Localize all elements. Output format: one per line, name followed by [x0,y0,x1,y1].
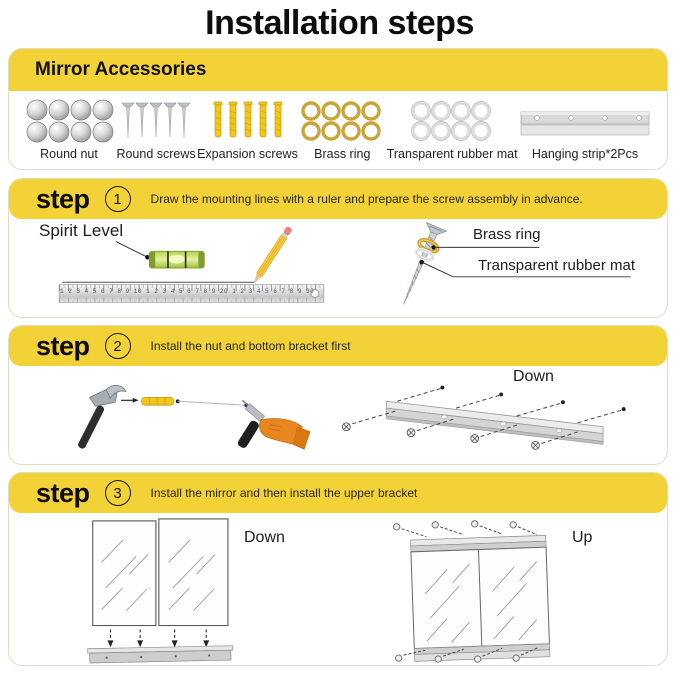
page-title: Installation steps [205,4,474,42]
step3-illustration [9,513,667,665]
accessory-hanging-strip [519,98,651,161]
step3-number-badge: 3 [105,480,131,506]
ruler-scale-numbers: 1 2 3 4 5 6 7 8 9 10 1 2 3 4 5 6 7 8 9 20 1 2 3 4 5 6 7 8 9 30 [60,288,315,295]
step2-description: Install the nut and bottom bracket first [150,339,351,353]
accessory-expansion-screws [197,98,298,161]
pencil-graphic [251,226,292,285]
down-annotation: Down [244,529,285,546]
spirit-level-callout-line [116,242,147,258]
accessory-brass-ring [299,98,385,161]
rubber-mat-icon [409,98,495,144]
accessories-panel [8,48,668,170]
mirror-pair-graphic [93,519,228,626]
drill-graphic [236,400,310,449]
accessory-label: Brass ring [314,147,371,161]
step1-panel [8,178,668,318]
step2-number-badge: 2 [105,333,131,359]
arrow-right-icon [133,398,139,403]
step2-body [9,366,667,464]
hammer-graphic [77,385,126,450]
step3-panel [8,472,668,666]
accessory-rubber-mat [387,98,518,161]
step1-body [9,219,667,317]
step1-label: step [36,183,90,214]
accessory-label: Round nut [40,147,98,161]
step1-description: Draw the mounting lines with a ruler and prepare the screw assembly in advance. [150,192,583,206]
spirit-level-annotation: Spirit Level [39,221,124,240]
upper-screws [394,521,537,537]
step2-label: step [36,330,90,361]
spirit-level-graphic [149,251,204,268]
accessory-label: Round screws [116,147,196,161]
brass-ring-annotation: Brass ring [473,226,541,243]
accessory-label: Transparent rubber mat [386,147,518,161]
step1-number-badge: 1 [105,186,131,212]
accessories-title: Mirror Accessories [35,59,207,80]
brass-ring-icon [299,98,385,144]
step2-panel [8,325,668,465]
up-annotation: Up [572,529,593,546]
accessory-round-nut [23,98,115,161]
accessory-label: Hanging strip*2Pcs [531,147,639,161]
accessory-round-screws [116,98,195,161]
accessory-label: Expansion screws [197,147,298,161]
rubber-mat-annotation: Transparent rubber mat [478,257,636,274]
step2-illustration [9,366,667,464]
accessories-body [9,91,667,169]
loose-strip-graphic [88,646,233,663]
expansion-screws-icon [208,98,286,144]
step3-label: step [36,477,90,508]
hanging-strip-icon [519,98,651,144]
accessories-header [9,49,667,91]
step1-header [9,179,667,219]
bottom-bracket-graphic [387,401,604,444]
step3-body [9,513,667,665]
round-nut-icon [23,98,115,144]
step3-header [9,473,667,513]
step2-header [9,326,667,366]
mirror-assembly-graphic [410,535,549,661]
step3-description: Install the mirror and then install the upper bracket [150,486,418,500]
anchor-graphic [142,397,174,405]
down-arrows [108,629,210,647]
round-screws-icon [120,98,192,144]
down-annotation: Down [513,368,554,385]
